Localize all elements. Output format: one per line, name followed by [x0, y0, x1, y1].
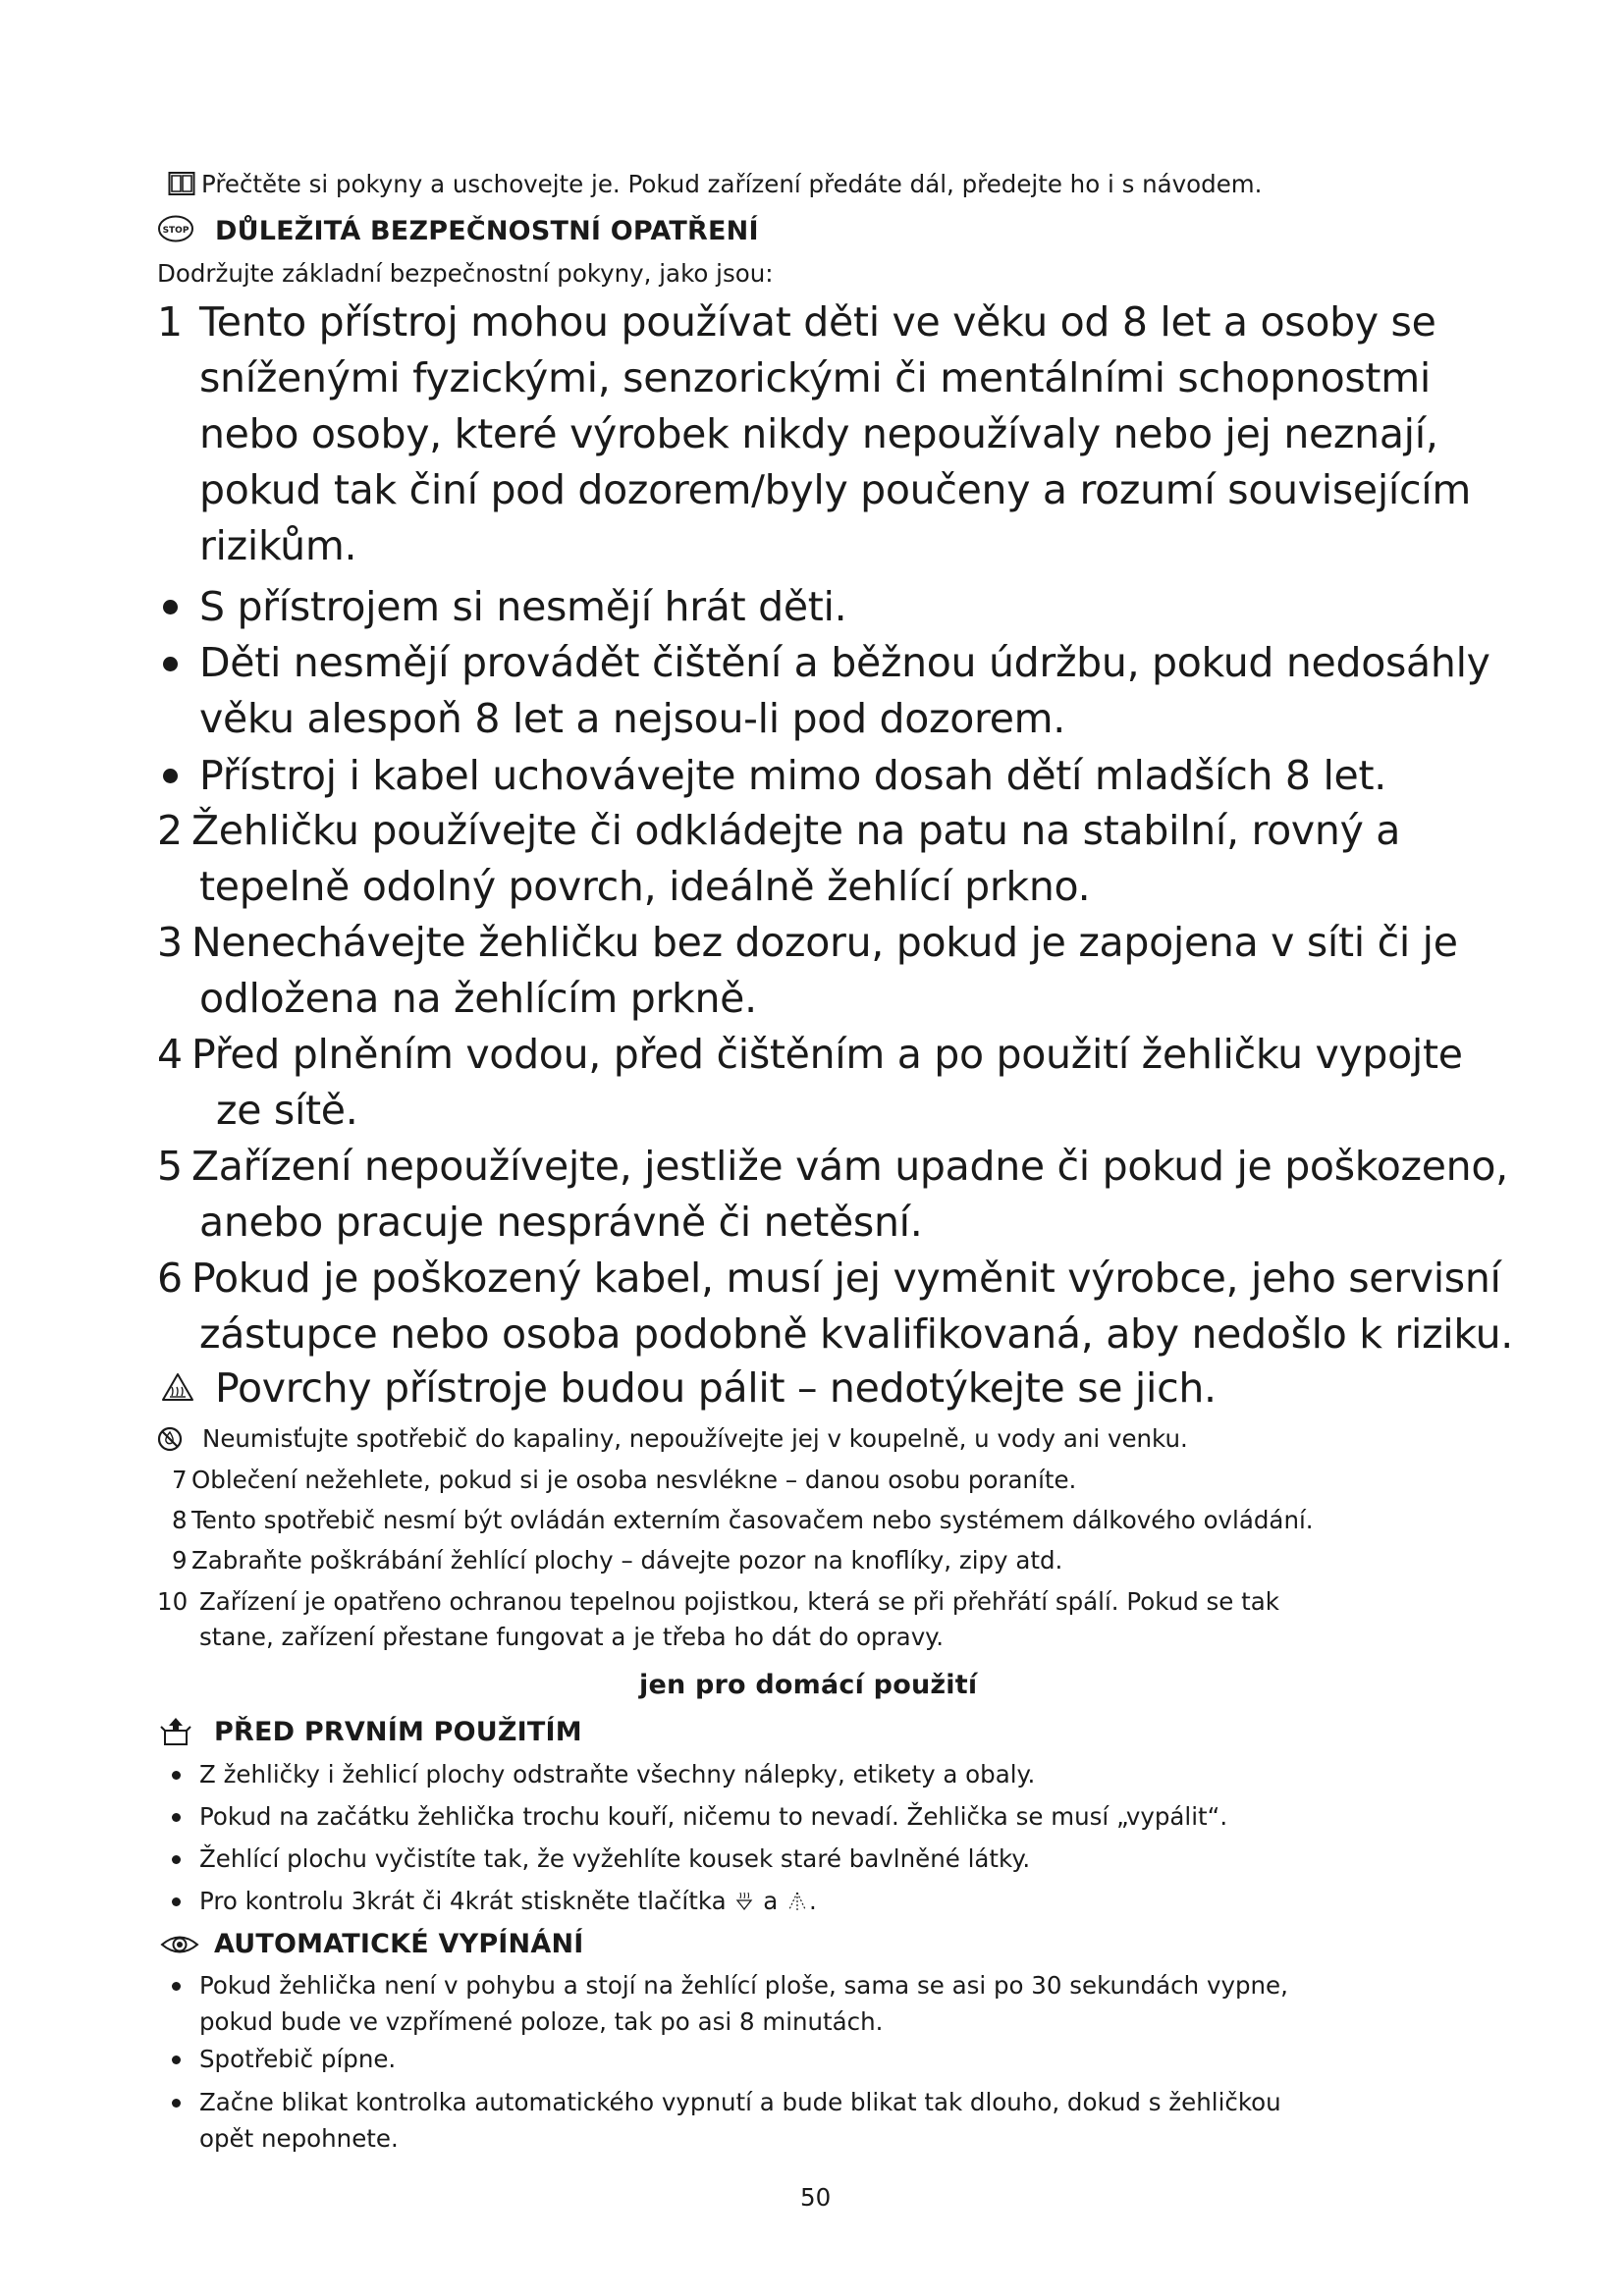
svg-text:STOP: STOP [162, 226, 189, 236]
item-4-line: Před plněním vodou, před čištěním a po použití žehličku vypojte [191, 1031, 1463, 1078]
item-8-line: Tento spotřebič nesmí být ovládán externím časovačem nebo systémem dálkového ovládání. [191, 1506, 1314, 1534]
bullet [172, 1813, 181, 1822]
item-7-line: Oblečení nežehlete, pokud si je osoba nesvlékne – danou osobu poraníte. [191, 1466, 1077, 1494]
item-3-line: odložena na žehlícím prkně. [199, 975, 757, 1022]
first-use-heading: PŘED PRVNÍM POUŽITÍM [214, 1717, 582, 1747]
bullet [172, 1771, 181, 1780]
first-use-bullet-text: . [809, 1887, 817, 1915]
no-water-warning: Neumisťujte spotřebič do kapaliny, nepoužívejte jej v koupelně, u vody ani venku. [202, 1424, 1188, 1453]
auto-off-heading: AUTOMATICKÉ VYPÍNÁNÍ [214, 1929, 584, 1959]
first-use-last-bullet [199, 1885, 817, 1922]
bullet [172, 2056, 181, 2064]
first-use-bullet-text: a [763, 1887, 779, 1915]
first-use-icon [160, 1716, 191, 1747]
item-6-line: zástupce nebo osoba podobně kvalifikovaná, aby nedošlo k riziku. [199, 1310, 1513, 1358]
book-icon [168, 171, 195, 196]
steam-button-icon [733, 1889, 755, 1922]
item-5-line: Zařízení nepoužívejte, jestliže vám upadne či pokud je poškozeno, [191, 1143, 1508, 1190]
item-4-line: ze sítě. [216, 1087, 358, 1134]
bullet [172, 2099, 181, 2108]
basic-rules-text: Dodržujte základní bezpečnostní pokyny, jako jsou: [157, 259, 774, 288]
bullet [163, 657, 178, 671]
bullet-line: Děti nesmějí provádět čištění a běžnou údržbu, pokud nedosáhly [199, 639, 1490, 686]
first-use-bullet: Z žehličky i žehlicí plochy odstraňte všechny nálepky, etikety a obaly. [199, 1760, 1036, 1789]
bullet [163, 769, 178, 783]
item-number: 5 [157, 1143, 184, 1190]
auto-off-bullet-line: Pokud žehlička není v pohybu a stojí na žehlící ploše, sama se asi po 30 sekundách vypne, [199, 1971, 1288, 2000]
safety-heading: DŮLEŽITÁ BEZPEČNOSTNÍ OPATŘENÍ [215, 216, 759, 246]
first-use-bullet-text: Pro kontrolu 3krát či 4krát stiskněte tlačítka [199, 1887, 727, 1915]
item-1-line: nebo osoby, které výrobek nikdy nepoužívaly nebo jej neznají, [199, 410, 1438, 457]
item-number: 4 [157, 1031, 184, 1078]
auto-off-bullet-line: Spotřebič pípne. [199, 2045, 397, 2073]
auto-off-bullet-line: Začne blikat kontrolka automatického vypnutí a bude blikat tak dlouho, dokud s žehličkou [199, 2088, 1281, 2116]
first-use-bullet: Žehlící plochu vyčistíte tak, že vyžehlíte kousek staré bavlněné látky. [199, 1844, 1031, 1873]
page-number: 50 [800, 2183, 832, 2212]
item-1-line: rizikům. [199, 522, 357, 569]
item-10-line: Zařízení je opatřeno ochranou tepelnou pojistkou, která se při přehřátí spálí. Pokud se tak [199, 1587, 1279, 1616]
bullet [172, 1982, 181, 1991]
bullet-line: S přístrojem si nesmějí hrát děti. [199, 583, 847, 630]
item-9-line: Zabraňte poškrábání žehlící plochy – dávejte pozor na knoflíky, zipy atd. [191, 1546, 1063, 1575]
hot-surface-warning: Povrchy přístroje budou pálit – nedotýkejte se jich. [215, 1364, 1217, 1412]
eye-icon [160, 1932, 199, 1957]
item-number: 2 [157, 807, 184, 854]
household-use-note: jen pro domácí použití [639, 1670, 978, 1700]
hot-surface-warning-icon [161, 1372, 194, 1402]
item-1-line: sníženými fyzickými, senzorickými či mentálními schopnostmi [199, 354, 1431, 401]
bullet [172, 1897, 181, 1906]
item-1-line: Tento přístroj mohou používat děti ve věku od 8 let a osoby se [199, 298, 1436, 346]
bullet [172, 1855, 181, 1864]
stop-icon [157, 215, 194, 242]
item-number: 8 [172, 1506, 188, 1534]
no-water-icon [157, 1426, 183, 1452]
item-2-line: Žehličku používejte či odkládejte na patu na stabilní, rovný a [191, 807, 1401, 854]
item-3-line: Nenechávejte žehličku bez dozoru, pokud je zapojena v síti či je [191, 919, 1458, 966]
auto-off-bullet-line: opět nepohnete. [199, 2124, 399, 2153]
first-use-bullet: Pokud na začátku žehlička trochu kouří, ničemu to nevadí. Žehlička se musí „vypálit“. [199, 1802, 1228, 1831]
item-number: 9 [172, 1546, 188, 1575]
spray-button-icon [785, 1889, 809, 1922]
item-1-line: pokud tak činí pod dozorem/byly poučeny a rozumí souvisejícím [199, 466, 1471, 513]
item-number: 10 [157, 1587, 189, 1616]
item-number: 6 [157, 1255, 184, 1302]
bullet-line: věku alespoň 8 let a nejsou-li pod dozorem. [199, 695, 1065, 742]
item-number: 3 [157, 919, 184, 966]
auto-off-bullet-line: pokud bude ve vzpřímené poloze, tak po asi 8 minutách. [199, 2007, 884, 2036]
bullet-line: Přístroj i kabel uchovávejte mimo dosah dětí mladších 8 let. [199, 752, 1386, 799]
item-10-line: stane, zařízení přestane fungovat a je třeba ho dát do opravy. [199, 1623, 944, 1651]
bullet [163, 600, 178, 614]
read-instructions-note: Přečtěte si pokyny a uschovejte je. Pokud zařízení předáte dál, předejte ho i s návodem. [201, 170, 1263, 198]
item-number: 7 [172, 1466, 188, 1494]
item-number: 1 [157, 298, 184, 346]
item-5-line: anebo pracuje nesprávně či netěsní. [199, 1199, 923, 1246]
item-6-line: Pokud je poškozený kabel, musí jej vyměnit výrobce, jeho servisní [191, 1255, 1501, 1302]
item-2-line: tepelně odolný povrch, ideálně žehlící prkno. [199, 863, 1091, 910]
